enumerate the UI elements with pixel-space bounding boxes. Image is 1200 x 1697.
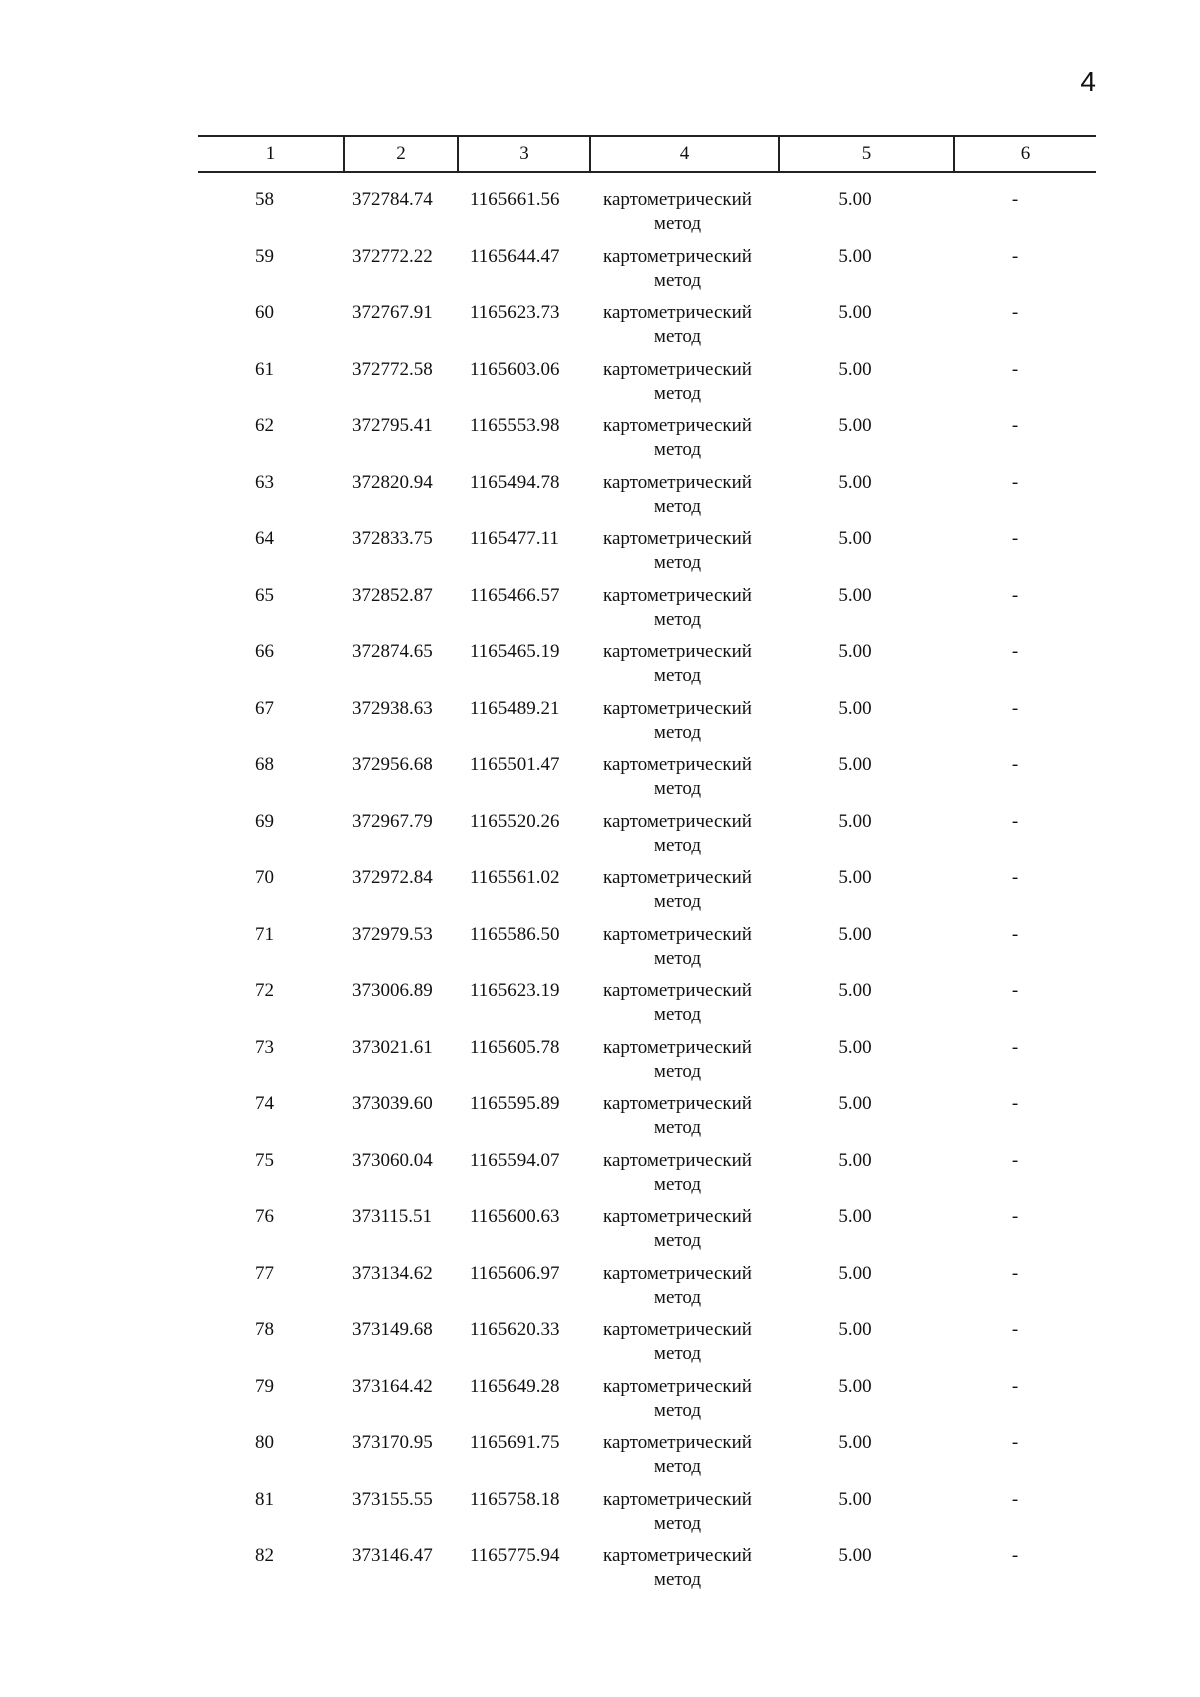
note-value: -: [1011, 471, 1019, 493]
coordinate-y: 1165586.50: [470, 923, 560, 945]
coordinate-x: 373164.42: [352, 1375, 433, 1397]
accuracy-value: 5.00: [838, 754, 872, 775]
method-description: [590, 471, 765, 519]
method-line-1: картометрический: [603, 641, 752, 662]
point-number: 71: [255, 923, 274, 945]
note-value: -: [1011, 1545, 1019, 1566]
method-description: [590, 979, 765, 1027]
note-value: -: [1011, 1149, 1019, 1171]
point-number: 79: [255, 1375, 274, 1397]
note-value: -: [1011, 641, 1019, 662]
coordinate-x: 372833.75: [352, 528, 433, 549]
method-description: [590, 584, 765, 632]
method-line-1: картометрический: [603, 1262, 752, 1284]
point-number: 58: [255, 189, 274, 210]
coordinate-x: 372979.53: [352, 923, 433, 945]
method-description: [590, 414, 765, 462]
method-line-2: метод: [653, 665, 702, 686]
method-line-2: метод: [653, 1399, 702, 1421]
table-body: [0, 188, 1200, 1601]
header-col-6: 6: [1020, 143, 1031, 164]
note-value: -: [1011, 754, 1019, 775]
table-row: [0, 753, 1200, 810]
coordinate-y: 1165489.21: [470, 697, 560, 719]
method-line-2: метод: [653, 1230, 702, 1251]
accuracy-value: 5.00: [838, 980, 872, 1001]
method-line-2: метод: [653, 721, 702, 743]
coordinate-y: 1165644.47: [470, 245, 560, 267]
method-description: [590, 1092, 765, 1140]
note-value: -: [1011, 1319, 1019, 1340]
method-line-2: метод: [653, 552, 702, 573]
method-line-1: картометрический: [603, 528, 752, 549]
coordinate-x: 373021.61: [352, 1036, 433, 1058]
method-description: [590, 301, 765, 349]
note-value: -: [1011, 923, 1019, 945]
method-description: [590, 527, 765, 575]
accuracy-value: 5.00: [838, 1093, 872, 1114]
point-number: 72: [255, 980, 274, 1001]
accuracy-value: 5.00: [838, 302, 872, 323]
point-number: 69: [255, 810, 274, 832]
point-number: 60: [255, 302, 274, 323]
note-value: -: [1011, 415, 1019, 436]
table-row: [0, 414, 1200, 471]
table-row: [0, 245, 1200, 302]
coordinate-y: 1165605.78: [470, 1036, 560, 1058]
method-line-1: картометрический: [603, 1036, 752, 1058]
note-value: -: [1011, 1488, 1019, 1510]
method-description: [590, 1262, 765, 1310]
coordinate-x: 372772.58: [352, 358, 433, 380]
accuracy-value: 5.00: [838, 528, 872, 549]
point-number: 61: [255, 358, 274, 380]
coordinate-y: 1165595.89: [470, 1093, 560, 1114]
method-line-2: метод: [653, 495, 702, 517]
method-line-2: метод: [653, 1286, 702, 1308]
accuracy-value: 5.00: [838, 810, 872, 832]
table-row: [0, 471, 1200, 528]
table-row: [0, 1036, 1200, 1093]
accuracy-value: 5.00: [838, 1206, 872, 1227]
point-number: 73: [255, 1036, 274, 1058]
accuracy-value: 5.00: [838, 189, 872, 210]
note-value: -: [1011, 1262, 1019, 1284]
accuracy-value: 5.00: [838, 1545, 872, 1566]
coordinate-y: 1165594.07: [470, 1149, 560, 1171]
accuracy-value: 5.00: [838, 1036, 872, 1058]
accuracy-value: 5.00: [838, 358, 872, 380]
method-description: [590, 358, 765, 406]
accuracy-value: 5.00: [838, 1149, 872, 1171]
method-description: [590, 1544, 765, 1592]
note-value: -: [1011, 867, 1019, 888]
method-line-1: картометрический: [603, 810, 752, 832]
coordinate-x: 373134.62: [352, 1262, 433, 1284]
coordinate-x: 373115.51: [352, 1206, 433, 1227]
coordinate-y: 1165691.75: [470, 1432, 560, 1453]
method-line-1: картометрический: [603, 1432, 752, 1453]
method-line-2: метод: [653, 382, 702, 404]
coordinate-x: 372972.84: [352, 867, 433, 888]
table-row: [0, 1092, 1200, 1149]
accuracy-value: 5.00: [838, 697, 872, 719]
table-row: [0, 923, 1200, 980]
method-line-1: картометрический: [603, 980, 752, 1001]
coordinate-x: 373039.60: [352, 1093, 433, 1114]
method-line-1: картометрический: [603, 358, 752, 380]
method-line-1: картометрический: [603, 189, 752, 210]
coordinate-y: 1165600.63: [470, 1206, 560, 1227]
table-row: [0, 527, 1200, 584]
accuracy-value: 5.00: [838, 584, 872, 606]
method-line-2: метод: [653, 326, 702, 347]
coordinate-y: 1165553.98: [470, 415, 560, 436]
method-line-2: метод: [653, 1004, 702, 1025]
method-description: [590, 1488, 765, 1536]
method-line-2: метод: [653, 1060, 702, 1082]
method-line-1: картометрический: [603, 923, 752, 945]
method-description: [590, 697, 765, 745]
method-line-1: картометрический: [603, 1149, 752, 1171]
method-line-1: картометрический: [603, 1488, 752, 1510]
method-description: [590, 753, 765, 801]
coordinate-y: 1165758.18: [470, 1488, 560, 1510]
accuracy-value: 5.00: [838, 1375, 872, 1397]
table-row: [0, 1544, 1200, 1601]
method-description: [590, 810, 765, 858]
note-value: -: [1011, 1093, 1019, 1114]
table-row: [0, 1431, 1200, 1488]
point-number: 76: [255, 1206, 274, 1227]
coordinate-y: 1165603.06: [470, 358, 560, 380]
coordinate-x: 372784.74: [352, 189, 433, 210]
point-number: 70: [255, 867, 274, 888]
method-line-2: метод: [653, 891, 702, 912]
note-value: -: [1011, 980, 1019, 1001]
accuracy-value: 5.00: [838, 471, 872, 493]
table-row: [0, 697, 1200, 754]
method-line-2: метод: [653, 1173, 702, 1195]
header-col-2: 2: [396, 143, 406, 164]
note-value: -: [1011, 302, 1019, 323]
method-line-1: картометрический: [603, 754, 752, 775]
method-line-2: метод: [653, 269, 702, 291]
accuracy-value: 5.00: [838, 923, 872, 945]
coordinate-y: 1165661.56: [470, 189, 560, 210]
coordinate-y: 1165501.47: [470, 754, 560, 775]
method-description: [590, 923, 765, 971]
accuracy-value: 5.00: [838, 1488, 872, 1510]
method-line-2: метод: [653, 608, 702, 630]
accuracy-value: 5.00: [838, 415, 872, 436]
coordinate-x: 373170.95: [352, 1432, 433, 1453]
point-number: 62: [255, 415, 274, 436]
coordinate-x: 372967.79: [352, 810, 433, 832]
accuracy-value: 5.00: [838, 867, 872, 888]
table-row: [0, 866, 1200, 923]
coordinate-x: 372874.65: [352, 641, 433, 662]
method-line-1: картометрический: [603, 584, 752, 606]
coordinate-x: 372956.68: [352, 754, 433, 775]
header-col-5: 5: [861, 143, 872, 164]
coordinate-y: 1165494.78: [470, 471, 560, 493]
header-col-1: 1: [265, 143, 276, 164]
coordinate-x: 372852.87: [352, 584, 433, 606]
method-line-1: картометрический: [603, 1319, 752, 1340]
point-number: 67: [255, 697, 274, 719]
method-description: [590, 640, 765, 688]
coordinate-x: 372767.91: [352, 302, 433, 323]
method-description: [590, 245, 765, 293]
point-number: 59: [255, 245, 274, 267]
method-description: [590, 1375, 765, 1423]
method-line-2: метод: [653, 947, 702, 969]
table-header: [198, 135, 1096, 173]
method-line-2: метод: [653, 1117, 702, 1138]
coordinate-x: 372820.94: [352, 471, 433, 493]
header-col-4: 4: [679, 143, 690, 164]
note-value: -: [1011, 1432, 1019, 1453]
method-description: [590, 1205, 765, 1253]
table-row: [0, 979, 1200, 1036]
note-value: -: [1011, 584, 1019, 606]
table-row: [0, 188, 1200, 245]
method-line-1: картометрический: [603, 471, 752, 493]
coordinate-x: 373146.47: [352, 1545, 433, 1566]
method-description: [590, 1036, 765, 1084]
method-line-2: метод: [653, 834, 702, 856]
header-col-3: 3: [519, 143, 529, 164]
method-line-2: метод: [653, 1456, 702, 1477]
method-description: [590, 1149, 765, 1197]
note-value: -: [1011, 1036, 1019, 1058]
method-line-1: картометрический: [603, 302, 752, 323]
accuracy-value: 5.00: [838, 1432, 872, 1453]
method-line-2: метод: [653, 1343, 702, 1364]
point-number: 63: [255, 471, 274, 493]
method-line-2: метод: [653, 1569, 702, 1590]
note-value: -: [1011, 358, 1019, 380]
note-value: -: [1011, 528, 1019, 549]
page-number: 4: [1080, 66, 1096, 97]
point-number: 81: [255, 1488, 274, 1510]
table-row: [0, 301, 1200, 358]
method-description: [590, 1431, 765, 1479]
coordinate-x: 373060.04: [352, 1149, 433, 1171]
method-line-1: картометрический: [603, 1206, 752, 1227]
coordinate-y: 1165620.33: [470, 1319, 560, 1340]
coordinate-x: 372772.22: [352, 245, 433, 267]
method-line-1: картометрический: [603, 1375, 752, 1397]
note-value: -: [1011, 697, 1019, 719]
table-row: [0, 1318, 1200, 1375]
method-line-1: картометрический: [603, 1545, 752, 1566]
method-line-1: картометрический: [603, 245, 752, 267]
point-number: 80: [255, 1432, 274, 1453]
coordinate-y: 1165520.26: [470, 810, 560, 832]
coordinate-y: 1165465.19: [470, 641, 560, 662]
coordinate-y: 1165466.57: [470, 584, 560, 606]
coordinate-x: 373006.89: [352, 980, 433, 1001]
point-number: 78: [255, 1319, 274, 1340]
coordinate-y: 1165649.28: [470, 1375, 560, 1397]
coordinate-x: 373149.68: [352, 1319, 433, 1340]
table-row: [0, 640, 1200, 697]
coordinate-x: 372795.41: [352, 415, 433, 436]
method-line-2: метод: [653, 778, 702, 799]
note-value: -: [1011, 245, 1019, 267]
accuracy-value: 5.00: [838, 1319, 872, 1340]
note-value: -: [1011, 810, 1019, 832]
method-description: [590, 1318, 765, 1366]
coordinate-y: 1165623.73: [470, 302, 560, 323]
table-row: [0, 1262, 1200, 1319]
coordinate-y: 1165623.19: [470, 980, 560, 1001]
method-line-1: картометрический: [603, 697, 752, 719]
coordinate-y: 1165561.02: [470, 867, 560, 888]
note-value: -: [1011, 1375, 1019, 1397]
method-line-1: картометрический: [603, 415, 752, 436]
point-number: 66: [255, 641, 274, 662]
point-number: 75: [255, 1149, 274, 1171]
accuracy-value: 5.00: [838, 1262, 872, 1284]
point-number: 64: [255, 528, 274, 549]
table-row: [0, 1488, 1200, 1545]
note-value: -: [1011, 189, 1019, 210]
method-description: [590, 866, 765, 914]
table-row: [0, 1375, 1200, 1432]
point-number: 68: [255, 754, 274, 775]
method-line-1: картометрический: [603, 1093, 752, 1114]
point-number: 74: [255, 1093, 274, 1114]
accuracy-value: 5.00: [838, 641, 872, 662]
coordinate-x: 373155.55: [352, 1488, 433, 1510]
method-line-2: метод: [653, 439, 702, 460]
table-row: [0, 1205, 1200, 1262]
point-number: 65: [255, 584, 274, 606]
note-value: -: [1011, 1206, 1019, 1227]
table-row: [0, 810, 1200, 867]
accuracy-value: 5.00: [838, 245, 872, 267]
point-number: 77: [255, 1262, 274, 1284]
table-row: [0, 358, 1200, 415]
coordinate-y: 1165775.94: [470, 1545, 560, 1566]
point-number: 82: [255, 1545, 274, 1566]
table-row: [0, 1149, 1200, 1206]
coordinate-y: 1165477.11: [470, 528, 559, 549]
table-row: [0, 584, 1200, 641]
method-line-2: метод: [653, 1512, 702, 1534]
method-line-1: картометрический: [603, 867, 752, 888]
coordinate-x: 372938.63: [352, 697, 433, 719]
method-line-2: метод: [653, 213, 702, 234]
method-description: [590, 188, 765, 236]
coordinate-y: 1165606.97: [470, 1262, 560, 1284]
